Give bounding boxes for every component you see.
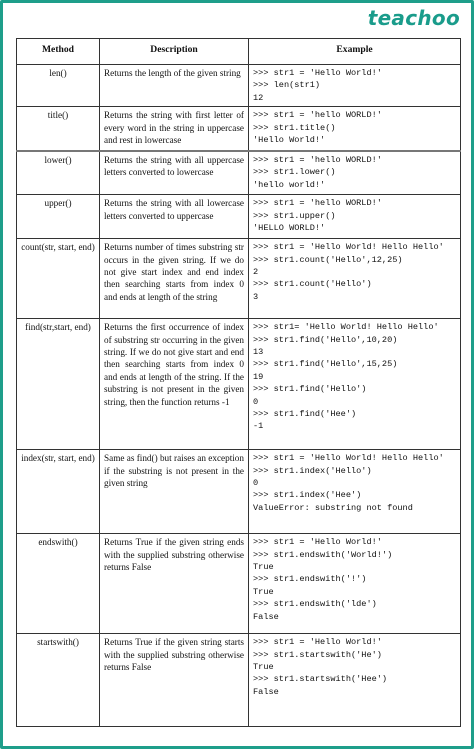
- table-header-row: [17, 39, 461, 65]
- table-row: [17, 65, 461, 107]
- table-row: [17, 534, 461, 634]
- example-line: >>> str1.title(): [253, 122, 336, 133]
- description-cell: Returns True if the given string ends with the supplied substring otherwise returns False: [100, 534, 249, 634]
- example-line: -1: [253, 421, 264, 432]
- example-line: >>> len(str1): [253, 80, 321, 91]
- example-line: >>> str1 = 'Hello World!': [253, 637, 382, 648]
- example-line: 0: [253, 396, 259, 407]
- description-cell: Returns the string with all uppercase letters converted to lowercase: [100, 151, 249, 195]
- example-line: 2: [253, 267, 259, 278]
- header-example: Example: [249, 39, 461, 65]
- table-row: [17, 239, 461, 319]
- table-row: [17, 151, 461, 195]
- example-line: 'Hello World!': [253, 135, 326, 146]
- table-row: [17, 319, 461, 450]
- example-cell: [249, 107, 461, 151]
- example-line: False: [253, 611, 279, 622]
- header-description: Description: [100, 39, 249, 65]
- table-row: [17, 450, 461, 534]
- description-cell: Returns number of times substring str occurs in the given string. If we do not give start index and end index then searching starts from index 0 and ends at length of the string: [100, 239, 249, 319]
- method-cell: title(): [17, 107, 100, 151]
- example-line: 'hello world!': [253, 179, 326, 190]
- description-cell: Returns True if the given string starts with the supplied substring otherwise returns False: [100, 634, 249, 727]
- example-line: False: [253, 686, 279, 697]
- description-cell: Returns the string with first letter of every word in the string in uppercase and rest in lowercase: [100, 107, 249, 151]
- description-cell: Same as find() but raises an exception if the substring is not present in the given string: [100, 450, 249, 534]
- string-methods-table: [16, 38, 461, 727]
- example-line: >>> str1.endswith('lde'): [253, 599, 377, 610]
- header-method: Method: [17, 39, 100, 65]
- example-line: 'HELLO WORLD!': [253, 223, 326, 234]
- example-line: >>> str1 = 'hello WORLD!': [253, 154, 382, 165]
- method-cell: endswith(): [17, 534, 100, 634]
- example-line: ValueError: substring not found: [253, 502, 413, 513]
- example-line: >>> str1.index('Hee'): [253, 490, 362, 501]
- example-line: >>> str1.find('Hello'): [253, 384, 367, 395]
- example-line: >>> str1 = 'hello WORLD!': [253, 110, 382, 121]
- example-line: >>> str1 = 'Hello World! Hello Hello': [253, 453, 444, 464]
- example-line: >>> str1.upper(): [253, 210, 336, 221]
- example-line: >>> str1.startswith('Hee'): [253, 674, 388, 685]
- example-line: >>> str1.find('Hello',10,20): [253, 334, 398, 345]
- description-cell: Returns the first occurrence of index of substring str occurring in the given string. If we do not give start and end then searching starts from index 0 and ends at length of the string. If the substring is not present in the given string, then the function returns -1: [100, 319, 249, 450]
- example-cell: [249, 195, 461, 239]
- example-line: 19: [253, 371, 264, 382]
- method-cell: startswith(): [17, 634, 100, 727]
- example-line: True: [253, 586, 274, 597]
- example-cell: [249, 634, 461, 727]
- method-cell: index(str, start, end): [17, 450, 100, 534]
- example-line: 13: [253, 347, 264, 358]
- teachoo-logo: teachoo: [367, 6, 460, 30]
- method-cell: lower(): [17, 151, 100, 195]
- example-line: >>> str1 = 'Hello World! Hello Hello': [253, 242, 444, 253]
- example-cell: [249, 319, 461, 450]
- method-cell: upper(): [17, 195, 100, 239]
- example-cell: [249, 534, 461, 634]
- example-line: 0: [253, 478, 259, 489]
- example-cell: [249, 239, 461, 319]
- method-cell: find(str,start, end): [17, 319, 100, 450]
- example-line: >>> str1.count('Hello'): [253, 279, 372, 290]
- description-cell: Returns the length of the given string: [100, 65, 249, 107]
- example-line: >>> str1.endswith('World!'): [253, 549, 393, 560]
- example-line: True: [253, 662, 274, 673]
- example-cell: [249, 151, 461, 195]
- example-line: 12: [253, 92, 264, 103]
- description-cell: Returns the string with all lowercase letters converted to uppercase: [100, 195, 249, 239]
- example-line: >>> str1.startswith('He'): [253, 649, 382, 660]
- example-line: >>> str1.lower(): [253, 167, 336, 178]
- example-line: >>> str1.find('Hello',15,25): [253, 359, 398, 370]
- example-line: True: [253, 562, 274, 573]
- method-cell: len(): [17, 65, 100, 107]
- example-line: >>> str1.endswith('!'): [253, 574, 367, 585]
- example-line: >>> str1 = 'Hello World!': [253, 68, 382, 78]
- example-line: >>> str1 = 'Hello World!': [253, 537, 382, 548]
- example-line: >>> str1= 'Hello World! Hello Hello': [253, 322, 439, 333]
- example-line: 3: [253, 291, 259, 302]
- example-cell: [249, 450, 461, 534]
- table-row: [17, 634, 461, 727]
- example-line: >>> str1.index('Hello'): [253, 465, 372, 476]
- table-row: [17, 195, 461, 239]
- example-line: >>> str1 = 'hello WORLD!': [253, 198, 382, 209]
- example-line: >>> str1.find('Hee'): [253, 409, 357, 420]
- example-line: >>> str1.count('Hello',12,25): [253, 254, 403, 265]
- table-row: [17, 107, 461, 151]
- example-cell: [249, 65, 461, 107]
- method-cell: count(str, start, end): [17, 239, 100, 319]
